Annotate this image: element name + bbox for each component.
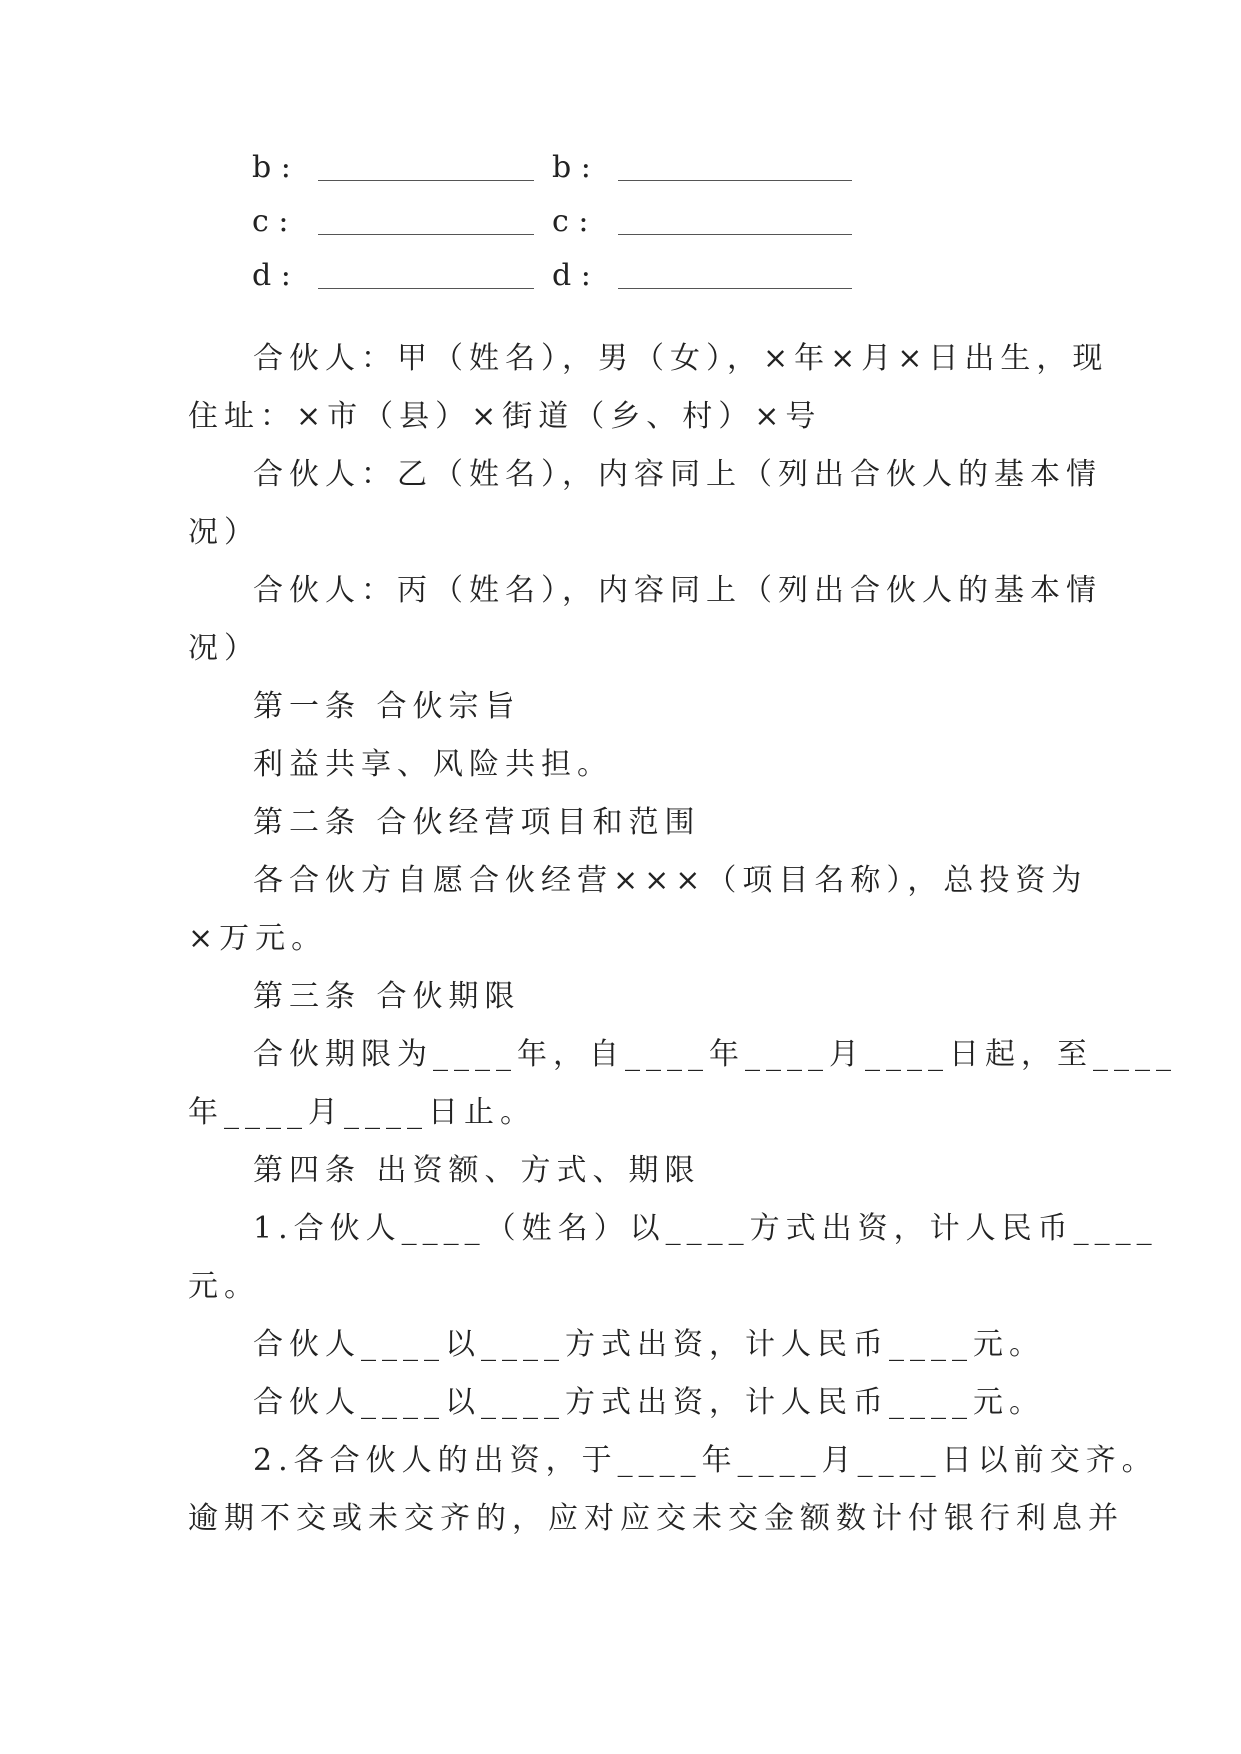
paragraph-line: 利益共享、风险共担。 xyxy=(253,747,613,782)
signature-label-left: c : xyxy=(252,204,289,239)
signature-blank-left xyxy=(318,287,534,289)
paragraph-line: 合伙人____以____方式出资，计人民币____元。 xyxy=(253,1327,1045,1362)
signature-label-left: b : xyxy=(252,150,291,185)
signature-blank-right xyxy=(618,179,852,181)
paragraph-line: 合伙人____以____方式出资，计人民币____元。 xyxy=(253,1385,1045,1420)
paragraph-line: 况） xyxy=(188,515,260,550)
signature-label-right: c : xyxy=(552,204,589,239)
paragraph-line: 住址：×市（县）×街道（乡、村）×号 xyxy=(188,399,822,434)
signature-blank-left xyxy=(318,233,534,235)
paragraph-line: 合伙人：甲（姓名），男（女），×年×月×日出生，现 xyxy=(253,341,1109,376)
article-heading: 第二条 合伙经营项目和范围 xyxy=(253,805,701,840)
paragraph-line: 合伙人：丙（姓名），内容同上（列出合伙人的基本情 xyxy=(253,573,1102,608)
paragraph-line: 元。 xyxy=(188,1269,260,1304)
signature-blank-left xyxy=(318,179,534,181)
signature-label-right: d : xyxy=(552,258,591,293)
paragraph-line: 年____月____日止。 xyxy=(188,1095,536,1130)
paragraph-line: 各合伙方自愿合伙经营×××（项目名称），总投资为 xyxy=(253,863,1088,898)
article-heading: 第一条 合伙宗旨 xyxy=(253,689,521,724)
signature-blank-right xyxy=(618,287,852,289)
paragraph-line: 逾期不交或未交齐的，应对应交未交金额数计付银行利息并 xyxy=(188,1501,1124,1536)
paragraph-line: 2.各合伙人的出资，于____年____月____日以前交齐。 xyxy=(253,1443,1158,1478)
paragraph-line: 1.合伙人____（姓名）以____方式出资，计人民币____ xyxy=(253,1211,1158,1246)
article-heading: 第四条 出资额、方式、期限 xyxy=(253,1153,701,1188)
paragraph-line: ×万元。 xyxy=(188,921,328,956)
paragraph-line: 合伙人：乙（姓名），内容同上（列出合伙人的基本情 xyxy=(253,457,1102,492)
signature-blank-right xyxy=(618,233,852,235)
signature-row-c xyxy=(252,204,852,239)
signature-row-b xyxy=(252,150,852,185)
signature-row-d xyxy=(252,258,852,293)
contract-body xyxy=(188,330,1177,1548)
signature-label-right: b : xyxy=(552,150,591,185)
article-heading: 第三条 合伙期限 xyxy=(253,979,521,1014)
paragraph-line: 合伙期限为____年，自____年____月____日起，至____ xyxy=(253,1037,1177,1072)
paragraph-line: 况） xyxy=(188,631,260,666)
signature-label-left: d : xyxy=(252,258,291,293)
